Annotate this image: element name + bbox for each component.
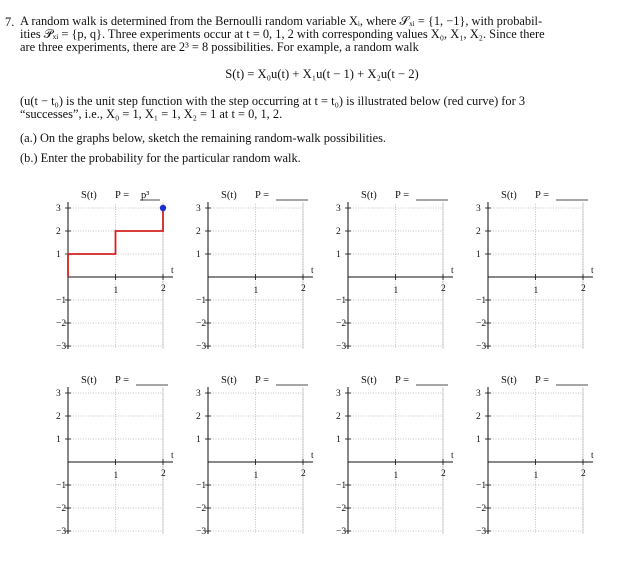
graph-s-label: S(t) — [81, 375, 97, 386]
y-tick-label: −1 — [476, 481, 487, 491]
graph-p-label: P = — [395, 375, 409, 386]
x-axis-label: t — [451, 266, 454, 276]
graph-s-label: S(t) — [81, 190, 97, 201]
y-tick-label: 3 — [476, 204, 481, 214]
x-tick-label: 1 — [533, 471, 539, 481]
y-tick-label: −1 — [196, 481, 207, 491]
x-tick-label: 1 — [113, 471, 119, 481]
x-tick-label: 2 — [301, 469, 306, 479]
y-tick-label: 1 — [196, 250, 201, 260]
graph-panel-5 — [56, 375, 174, 537]
problem-number: 7. — [5, 15, 15, 29]
graph-p-label: P = — [535, 190, 549, 201]
graph-panel-4 — [476, 190, 594, 352]
graph-p-label: P = — [535, 375, 549, 386]
walk-endpoint-dot — [160, 205, 166, 211]
y-tick-label: −1 — [56, 481, 67, 491]
y-tick-label: −2 — [336, 319, 347, 329]
problem-line-3: are three experiments, there are 2³ = 8 possibilities. For example, a random walk — [20, 40, 419, 54]
y-tick-label: −1 — [56, 296, 67, 306]
y-tick-label: −2 — [336, 504, 347, 514]
y-tick-label: 3 — [196, 204, 201, 214]
graph-s-label: S(t) — [361, 375, 377, 386]
x-tick-label: 1 — [253, 286, 259, 296]
graph-panel-1 — [56, 190, 174, 352]
graph-panel-7 — [336, 375, 454, 537]
y-tick-label: 3 — [196, 389, 201, 399]
graph-s-label: S(t) — [221, 375, 237, 386]
y-tick-label: 2 — [336, 227, 341, 237]
y-tick-label: 1 — [476, 250, 481, 260]
y-tick-label: 3 — [56, 204, 61, 214]
x-axis-label: t — [591, 266, 594, 276]
y-tick-label: −1 — [336, 481, 347, 491]
graph-s-label: S(t) — [501, 190, 517, 201]
graph-panel-6 — [196, 375, 314, 537]
x-axis-label: t — [591, 451, 594, 461]
y-tick-label: 3 — [336, 204, 341, 214]
x-axis-label: t — [451, 451, 454, 461]
y-tick-label: 1 — [56, 435, 61, 445]
y-tick-label: 2 — [196, 412, 201, 422]
graph-p-label: P = — [115, 190, 129, 201]
graph-panel-8 — [476, 375, 594, 537]
x-tick-label: 2 — [161, 284, 166, 294]
y-tick-label: −3 — [336, 342, 347, 352]
y-tick-label: −2 — [56, 504, 67, 514]
y-tick-label: −1 — [476, 296, 487, 306]
x-tick-label: 2 — [441, 284, 446, 294]
x-tick-label: 1 — [393, 286, 399, 296]
x-axis-label: t — [311, 451, 314, 461]
random-walk-equation: S(t) = X₀u(t) + X₁u(t − 1) + X₂u(t − 2) — [225, 67, 419, 81]
y-tick-label: −2 — [476, 319, 487, 329]
y-tick-label: −1 — [196, 296, 207, 306]
problem-line-1: A random walk is determined from the Bernoulli random variable Xᵢ, where 𝒮ₓᵢ = {1, −1}, with probabil- — [20, 14, 543, 28]
y-tick-label: 2 — [56, 412, 61, 422]
y-tick-label: −2 — [56, 319, 67, 329]
y-tick-label: 1 — [56, 250, 61, 260]
y-tick-label: 3 — [476, 389, 481, 399]
x-tick-label: 2 — [161, 469, 166, 479]
problem-line-2: ities 𝒫ₓᵢ = {p, q}. Three experiments occur at t = 0, 1, 2 with corresponding values X₀, X₁, X₂. Since there — [20, 27, 545, 41]
graph-s-label: S(t) — [221, 190, 237, 201]
x-tick-label: 2 — [581, 284, 586, 294]
graph-s-label: S(t) — [361, 190, 377, 201]
x-tick-label: 2 — [441, 469, 446, 479]
x-tick-label: 1 — [113, 286, 119, 296]
y-tick-label: −2 — [476, 504, 487, 514]
graph-p-label: P = — [255, 375, 269, 386]
graph-p-label: P = — [255, 190, 269, 201]
y-tick-label: 1 — [336, 250, 341, 260]
y-tick-label: −3 — [56, 342, 67, 352]
graph-panel-2 — [196, 190, 314, 352]
x-axis-label: t — [171, 266, 174, 276]
y-tick-label: 2 — [56, 227, 61, 237]
x-tick-label: 1 — [253, 471, 259, 481]
problem-line-5: “successes”, i.e., X₀ = 1, X₁ = 1, X₂ = 1 at t = 0, 1, 2. — [20, 107, 283, 121]
example-probability: p³ — [141, 190, 150, 201]
x-tick-label: 1 — [533, 286, 539, 296]
graph-p-label: P = — [115, 375, 129, 386]
y-tick-label: −1 — [336, 296, 347, 306]
y-tick-label: 3 — [336, 389, 341, 399]
x-axis-label: t — [171, 451, 174, 461]
x-tick-label: 2 — [301, 284, 306, 294]
y-tick-label: 1 — [196, 435, 201, 445]
y-tick-label: −2 — [196, 504, 207, 514]
y-tick-label: 2 — [196, 227, 201, 237]
graph-p-label: P = — [395, 190, 409, 201]
x-axis-label: t — [311, 266, 314, 276]
part-b-instruction: (b.) Enter the probability for the particular random walk. — [20, 151, 301, 165]
y-tick-label: −2 — [196, 319, 207, 329]
y-tick-label: −3 — [196, 527, 207, 537]
y-tick-label: 2 — [336, 412, 341, 422]
x-tick-label: 2 — [581, 469, 586, 479]
y-tick-label: 2 — [476, 412, 481, 422]
y-tick-label: −3 — [56, 527, 67, 537]
graph-s-label: S(t) — [501, 375, 517, 386]
y-tick-label: 3 — [56, 389, 61, 399]
y-tick-label: 1 — [336, 435, 341, 445]
y-tick-label: −3 — [476, 342, 487, 352]
y-tick-label: −3 — [196, 342, 207, 352]
x-tick-label: 1 — [393, 471, 399, 481]
problem-line-4: (u(t − t₀) is the unit step function with the step occurring at t = t₀) is illustrated below (red curve) for 3 — [20, 94, 526, 108]
y-tick-label: 2 — [476, 227, 481, 237]
part-a-instruction: (a.) On the graphs below, sketch the remaining random-walk possibilities. — [20, 131, 387, 145]
y-tick-label: −3 — [336, 527, 347, 537]
y-tick-label: 1 — [476, 435, 481, 445]
graph-panel-3 — [336, 190, 454, 352]
y-tick-label: −3 — [476, 527, 487, 537]
